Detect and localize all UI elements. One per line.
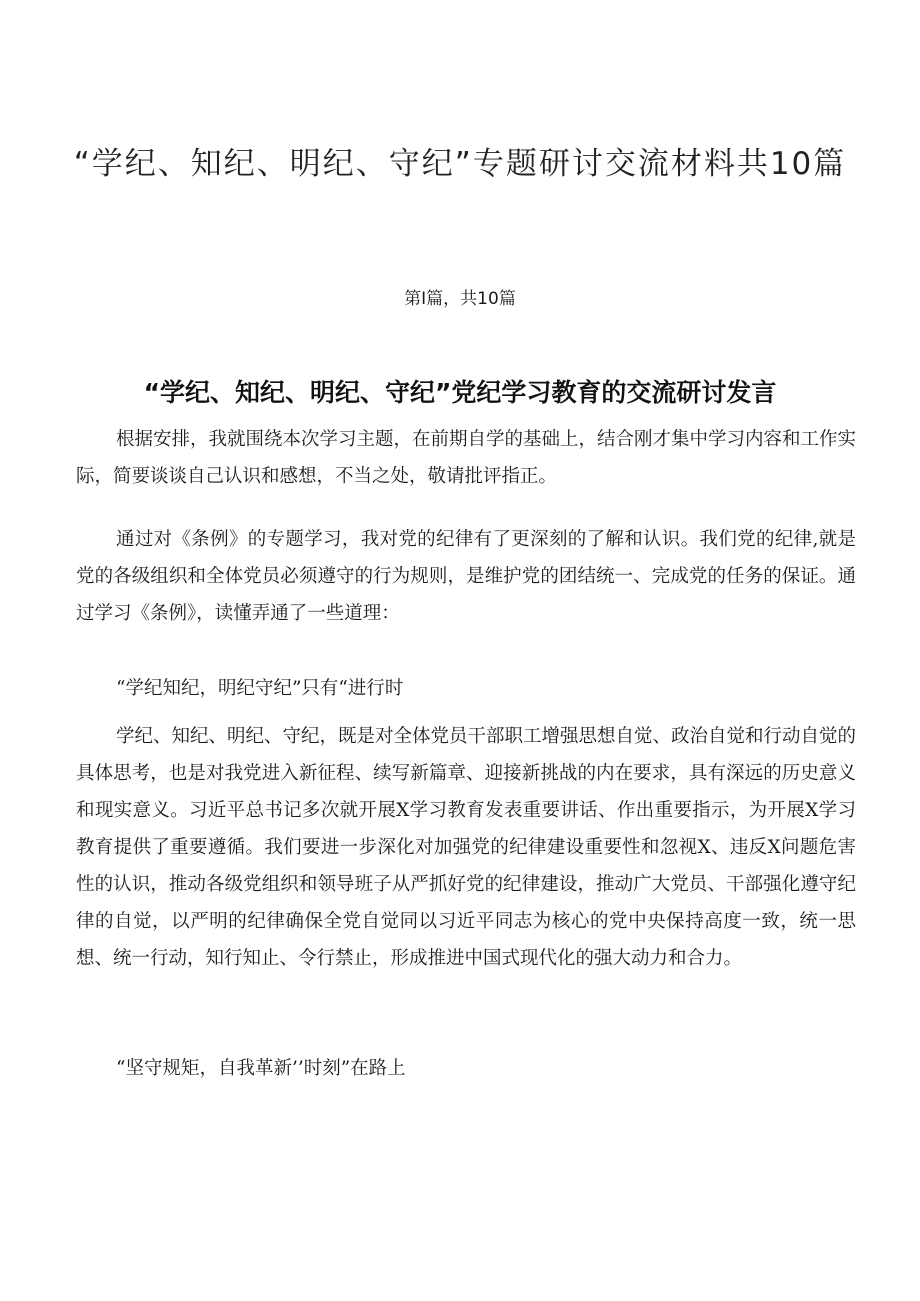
paragraph-discipline-body: 学纪、知纪、明纪、守纪，既是对全体党员干部职工增强思想自觉、政治自觉和行动自觉的具体思考，也是对我党进入新征程、续写新篇章、迎接新挑战的内在要求，具有深远的历史意义和现实意义。习近平总书记多次就开展X学习教育发表重要讲话、作出重要指示，为开展X学习教育提供了重要遵循。我们要进一步深化对加强党的纪律建设重要性和忽视X、违反X问题危害性的认识，推动各级党组织和领导班子从严抓好党的纪律建设，推动广大党员、干部强化遵守纪律的自觉，以严明的纪律确保全党自觉同以习近平同志为核心的党中央保持高度一致，统一思想、统一行动，知行知止、令行禁止，形成推进中国式现代化的强大动力和合力。: [76, 726, 857, 969]
subheading-learn-discipline: “学纪知纪，明纪守纪”只有“进行时: [116, 678, 404, 699]
paragraph-regulations: 通过对《条例》的专题学习，我对党的纪律有了更深刻的了解和认识。我们党的纪律,就是党的各级组织和全体党员必须遵守的行为规则，是维护党的团结统一、完成党的任务的保证。通过学习《条例》，读懂弄通了一些道理：: [76, 529, 856, 624]
part-label: 第Ⅰ篇，共10篇: [404, 289, 516, 309]
paragraph-intro: 根据安排，我就围绕本次学习主题，在前期自学的基础上，结合刚才集中学习内容和工作实际，简要谈谈自己认识和感想，不当之处，敬请批评指正。: [76, 429, 857, 487]
subheading-keep-rules: “坚守规矩，自我革新’’时刻”在路上: [116, 1058, 406, 1079]
section-title: “学纪、知纪、明纪、守纪”党纪学习教育的交流研讨发言: [143, 377, 777, 407]
document-title: “学纪、知纪、明纪、守纪”专题研讨交流材料共10篇: [73, 145, 847, 182]
